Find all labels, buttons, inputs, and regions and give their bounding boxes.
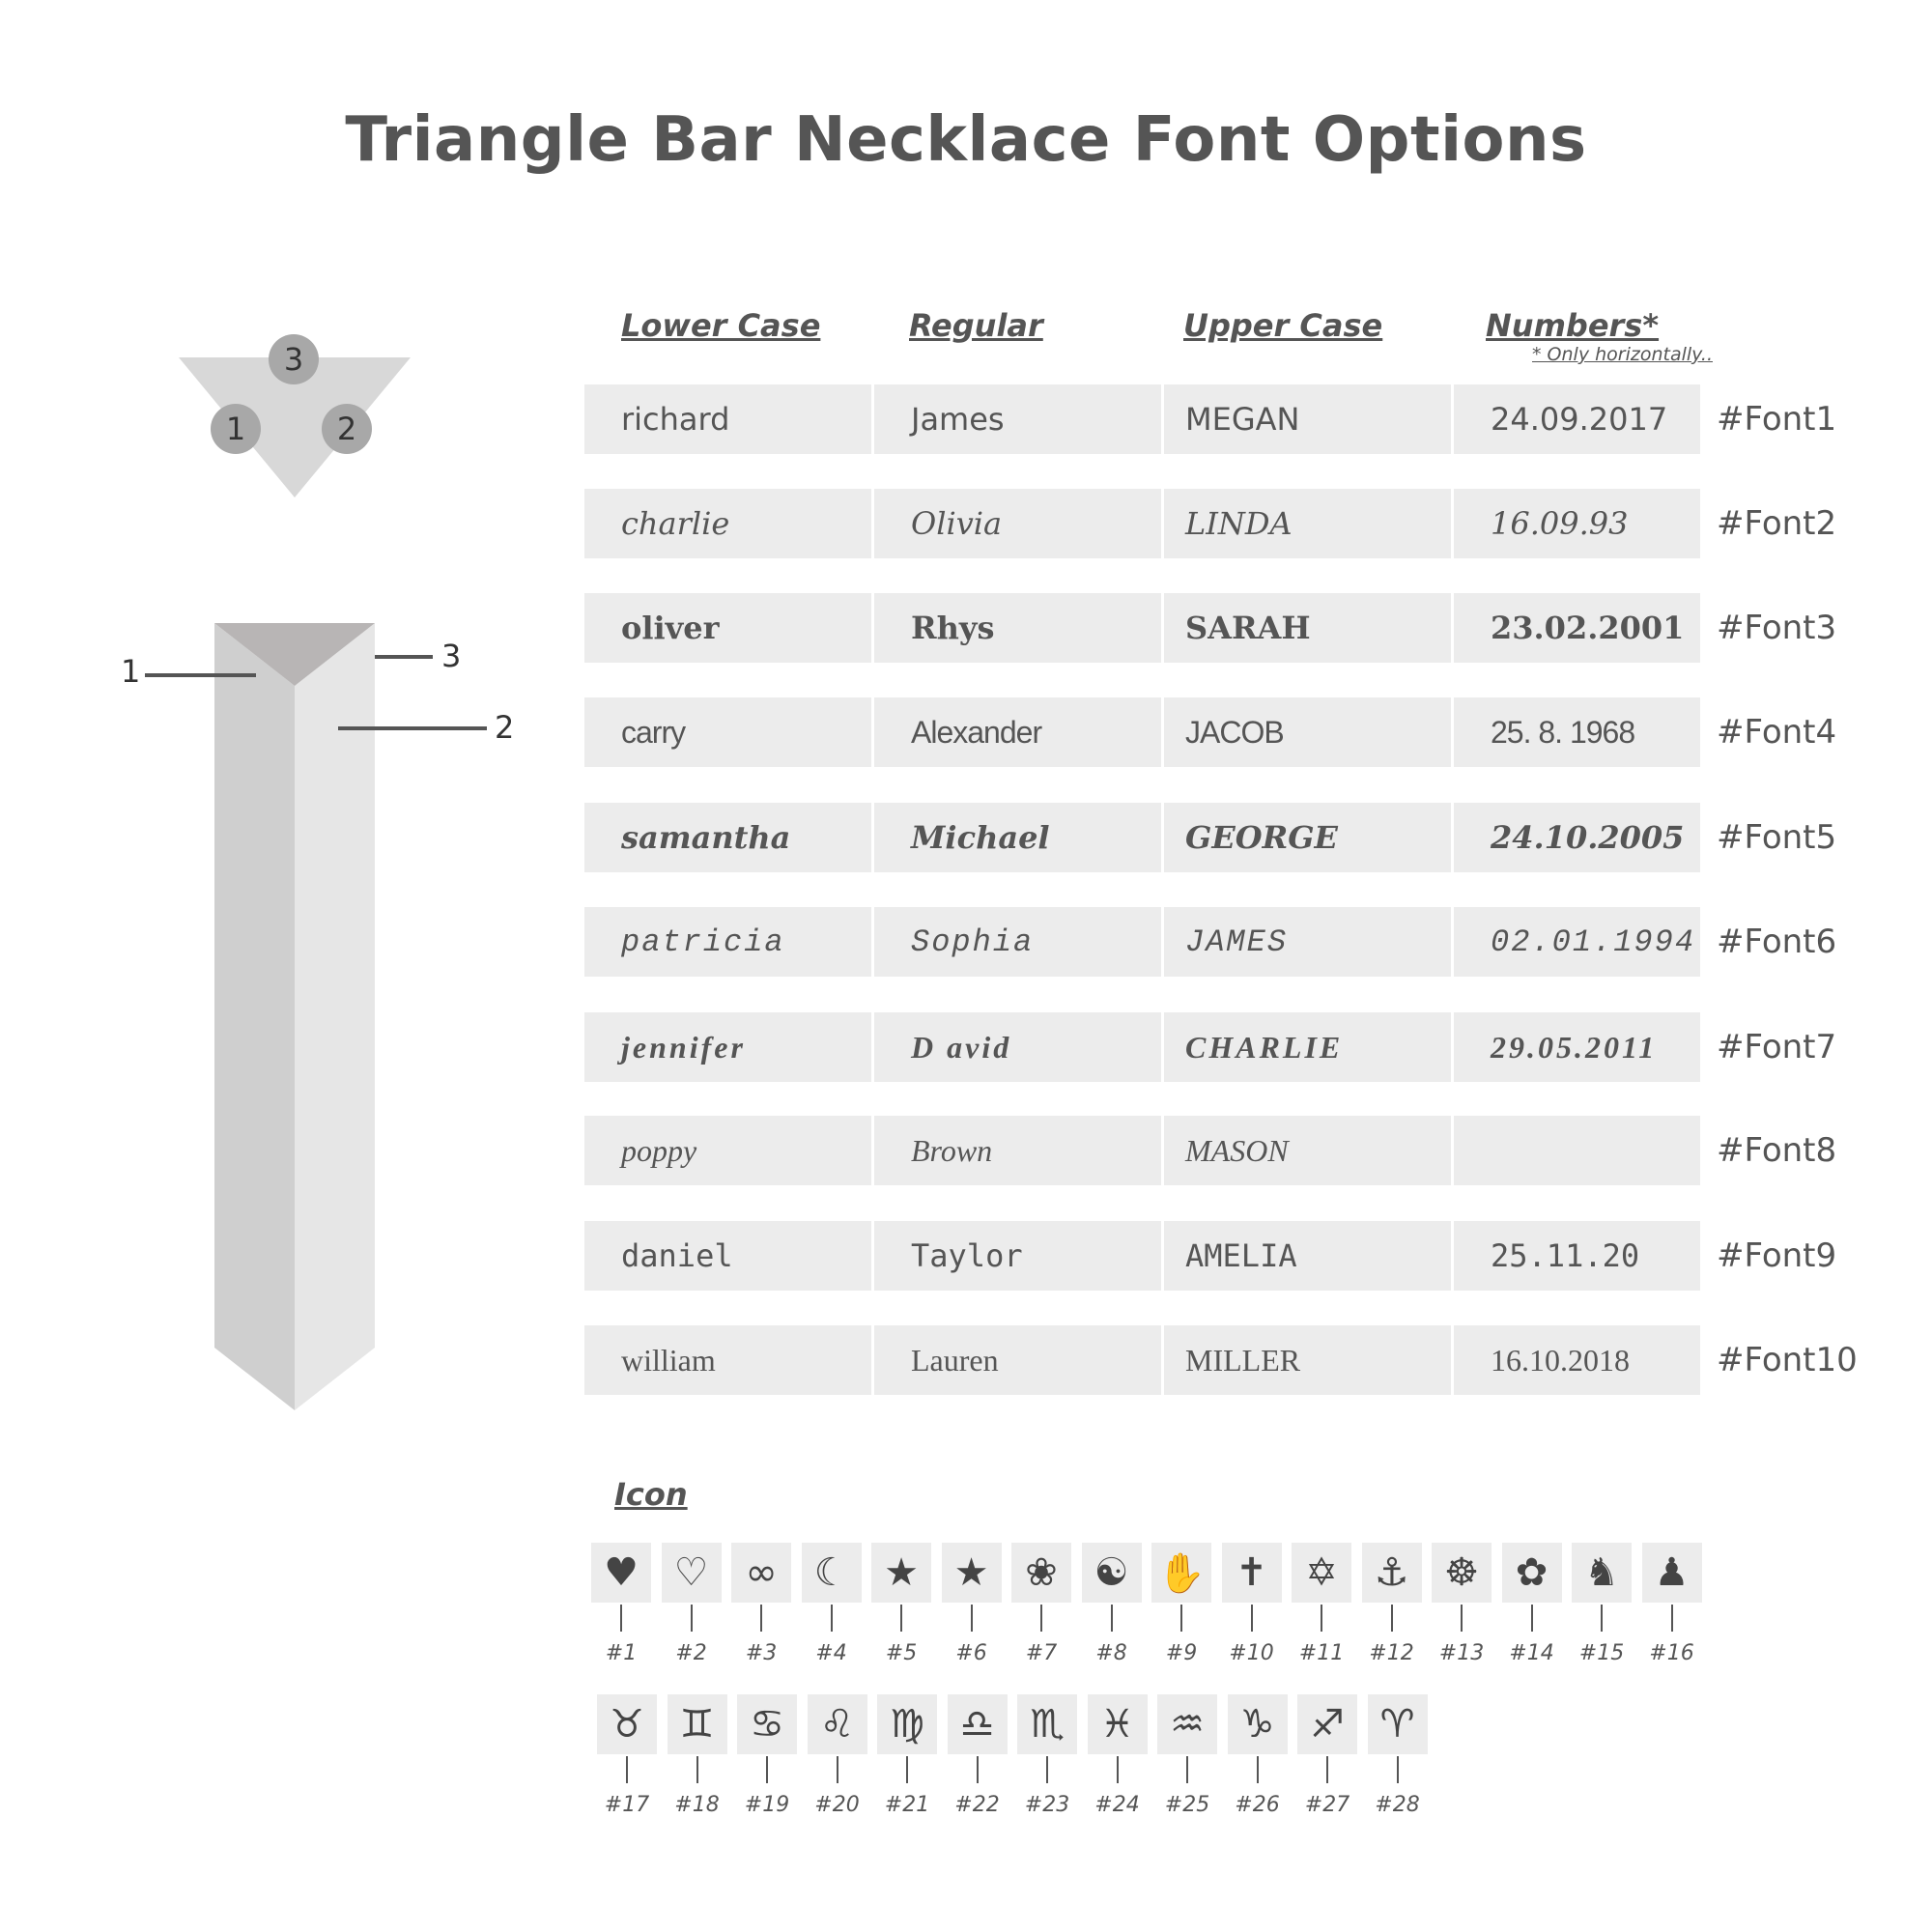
icon-connector-line xyxy=(1321,1605,1322,1632)
font-label: #Font8 xyxy=(1717,1131,1837,1170)
icon-connector-line xyxy=(1111,1605,1113,1632)
side-badge-3: 3 xyxy=(269,334,319,384)
paw-icon: ❀ xyxy=(1011,1543,1071,1603)
icon-connector-line xyxy=(831,1605,833,1632)
font-row xyxy=(584,803,1932,872)
side-badge-2: 2 xyxy=(322,404,372,454)
icon-number-label: #8 xyxy=(1095,1641,1127,1665)
icon-number-label: #24 xyxy=(1094,1793,1140,1817)
libra-icon: ♎ xyxy=(948,1694,1008,1754)
callout-number-1: 1 xyxy=(121,653,141,690)
sample-regular: Sophia xyxy=(874,907,1161,977)
header-upper-case: Upper Case xyxy=(1183,307,1383,344)
pisces-icon: ♓ xyxy=(1088,1694,1148,1754)
callout-number-2: 2 xyxy=(495,709,515,746)
icon-number-label: #22 xyxy=(954,1793,1000,1817)
sagittarius-icon: ♐ xyxy=(1297,1694,1357,1754)
sample-lower-case: poppy xyxy=(584,1116,871,1185)
icon-number-label: #20 xyxy=(814,1793,860,1817)
icon-connector-line xyxy=(1671,1605,1673,1632)
icon-option xyxy=(1082,1543,1142,1665)
font-row xyxy=(584,1325,1932,1395)
sample-numbers xyxy=(1454,1116,1700,1185)
icon-number-label: #26 xyxy=(1235,1793,1280,1817)
icon-number-label: #2 xyxy=(675,1641,707,1665)
header-regular: Regular xyxy=(909,307,1043,344)
icon-connector-line xyxy=(1601,1605,1603,1632)
icon-number-label: #16 xyxy=(1649,1641,1694,1665)
font-label: #Font7 xyxy=(1717,1028,1837,1066)
font-label: #Font2 xyxy=(1717,504,1837,543)
font-row xyxy=(584,1012,1932,1082)
font-row xyxy=(584,907,1932,977)
icon-option xyxy=(1368,1694,1428,1817)
icon-connector-line xyxy=(766,1756,768,1783)
icon-option xyxy=(802,1543,862,1665)
font-row xyxy=(584,489,1932,558)
aquarius-icon: ♒ xyxy=(1157,1694,1217,1754)
numbers-note: * Only horizontally.. xyxy=(1532,344,1713,365)
icon-connector-line xyxy=(696,1756,698,1783)
font-label: #Font1 xyxy=(1717,400,1837,439)
icon-connector-line xyxy=(977,1756,979,1783)
sample-lower-case: jennifer xyxy=(584,1012,871,1082)
font-label: #Font4 xyxy=(1717,713,1837,752)
icon-option xyxy=(1157,1694,1217,1817)
callout-line-3 xyxy=(375,655,433,659)
sample-regular: Taylor xyxy=(874,1221,1161,1291)
sample-upper-case: AMELIA xyxy=(1164,1221,1451,1291)
font-row xyxy=(584,384,1932,454)
triangle-bar-pendant xyxy=(97,618,541,1420)
icon-option xyxy=(731,1543,791,1665)
sample-regular: Brown xyxy=(874,1116,1161,1185)
icon-option xyxy=(1088,1694,1148,1817)
icon-connector-line xyxy=(1040,1605,1042,1632)
icon-number-label: #27 xyxy=(1304,1793,1350,1817)
sample-numbers: 16.09.93 xyxy=(1454,489,1700,558)
page-title: Triangle Bar Necklace Font Options xyxy=(345,104,1587,176)
sample-numbers: 25.11.20 xyxy=(1454,1221,1700,1291)
heart-icon: ♥ xyxy=(591,1543,651,1603)
font-label: #Font9 xyxy=(1717,1236,1837,1275)
icon-number-label: #18 xyxy=(674,1793,720,1817)
aries-icon: ♈ xyxy=(1368,1694,1428,1754)
sample-lower-case: daniel xyxy=(584,1221,871,1291)
icon-connector-line xyxy=(906,1756,908,1783)
icon-connector-line xyxy=(1461,1605,1463,1632)
yin-yang-icon: ☯ xyxy=(1082,1543,1142,1603)
hamsa-icon: ✋ xyxy=(1151,1543,1211,1603)
sample-numbers: 25. 8. 1968 xyxy=(1454,697,1700,767)
ship-wheel-icon: ☸ xyxy=(1432,1543,1492,1603)
sample-lower-case: charlie xyxy=(584,489,871,558)
icon-connector-line xyxy=(900,1605,902,1632)
font-label: #Font10 xyxy=(1717,1341,1858,1379)
anchor-icon: ⚓ xyxy=(1362,1543,1422,1603)
icon-number-label: #13 xyxy=(1438,1641,1485,1665)
star-of-david-icon: ✡ xyxy=(1292,1543,1351,1603)
font-row xyxy=(584,1221,1932,1291)
sample-lower-case: samantha xyxy=(584,803,871,872)
sample-regular: James xyxy=(874,384,1161,454)
icon-option xyxy=(597,1694,657,1817)
icon-connector-line xyxy=(837,1756,838,1783)
icon-option xyxy=(1228,1694,1288,1817)
sample-lower-case: carry xyxy=(584,697,871,767)
icon-option xyxy=(1572,1543,1632,1665)
icon-option xyxy=(737,1694,797,1817)
cat-icon: ♟ xyxy=(1642,1543,1702,1603)
icon-number-label: #7 xyxy=(1025,1641,1058,1665)
sample-upper-case: JAMES xyxy=(1164,907,1451,977)
icon-option xyxy=(1222,1543,1282,1665)
icon-connector-line xyxy=(971,1605,973,1632)
sample-upper-case: LINDA xyxy=(1164,489,1451,558)
sample-lower-case: oliver xyxy=(584,593,871,663)
callout-line-2 xyxy=(338,726,487,730)
lotus-icon: ✿ xyxy=(1502,1543,1562,1603)
font-row xyxy=(584,697,1932,767)
moon-icon: ☾ xyxy=(802,1543,862,1603)
cancer-icon: ♋ xyxy=(737,1694,797,1754)
callout-line-1 xyxy=(145,673,256,677)
sample-numbers: 24.09.2017 xyxy=(1454,384,1700,454)
necklace-diagram xyxy=(0,0,541,1449)
icon-connector-line xyxy=(1117,1756,1119,1783)
star-small-icon: ★ xyxy=(942,1543,1002,1603)
sample-numbers: 02.01.1994 xyxy=(1454,907,1700,977)
sample-lower-case: william xyxy=(584,1325,871,1395)
icon-connector-line xyxy=(1180,1605,1182,1632)
dog-icon: ♞ xyxy=(1572,1543,1632,1603)
icon-option xyxy=(1362,1543,1422,1665)
icon-number-label: #14 xyxy=(1509,1641,1554,1665)
icon-number-label: #21 xyxy=(884,1793,930,1817)
icon-option xyxy=(1297,1694,1357,1817)
icon-option xyxy=(877,1694,937,1817)
icon-section-heading: Icon xyxy=(614,1476,688,1513)
icon-number-label: #23 xyxy=(1024,1793,1070,1817)
sample-regular: Rhys xyxy=(874,593,1161,663)
icon-connector-line xyxy=(620,1605,622,1632)
icon-connector-line xyxy=(1326,1756,1328,1783)
icon-number-label: #11 xyxy=(1298,1641,1345,1665)
icon-option xyxy=(948,1694,1008,1817)
icon-connector-line xyxy=(1391,1605,1393,1632)
icon-option xyxy=(1017,1694,1077,1817)
sample-numbers: 16.10.2018 xyxy=(1454,1325,1700,1395)
cross-icon: ✝ xyxy=(1222,1543,1282,1603)
sample-regular: Michael xyxy=(874,803,1161,872)
sample-numbers: 24.10.2005 xyxy=(1454,803,1700,872)
sample-regular: Alexander xyxy=(874,697,1161,767)
sample-numbers: 23.02.2001 xyxy=(1454,593,1700,663)
icon-number-label: #17 xyxy=(604,1793,650,1817)
font-row xyxy=(584,593,1932,663)
icon-connector-line xyxy=(1251,1605,1253,1632)
icon-number-label: #4 xyxy=(815,1641,847,1665)
icon-number-label: #15 xyxy=(1578,1641,1625,1665)
icon-number-label: #12 xyxy=(1369,1641,1414,1665)
sample-numbers: 29.05.2011 xyxy=(1454,1012,1700,1082)
icon-number-label: #9 xyxy=(1165,1641,1198,1665)
star-icon: ★ xyxy=(871,1543,931,1603)
sample-upper-case: GEORGE xyxy=(1164,803,1451,872)
icon-option xyxy=(1642,1543,1702,1665)
icon-number-label: #10 xyxy=(1229,1641,1274,1665)
heart-outline-icon: ♡ xyxy=(662,1543,722,1603)
sample-regular: Olivia xyxy=(874,489,1161,558)
icon-option xyxy=(1502,1543,1562,1665)
icon-number-label: #5 xyxy=(885,1641,918,1665)
icon-number-label: #6 xyxy=(955,1641,987,1665)
gemini-icon: ♊ xyxy=(668,1694,727,1754)
icon-number-label: #25 xyxy=(1164,1793,1210,1817)
side-badge-1: 1 xyxy=(211,404,261,454)
icon-option xyxy=(1432,1543,1492,1665)
icon-connector-line xyxy=(760,1605,762,1632)
icon-option xyxy=(668,1694,727,1817)
sample-lower-case: patricia xyxy=(584,907,871,977)
font-label: #Font6 xyxy=(1717,923,1837,961)
icon-connector-line xyxy=(691,1605,693,1632)
icon-option xyxy=(1292,1543,1351,1665)
icon-number-label: #3 xyxy=(745,1641,778,1665)
icon-connector-line xyxy=(1257,1756,1259,1783)
font-label: #Font5 xyxy=(1717,818,1837,857)
callout-number-3: 3 xyxy=(441,638,462,674)
icon-number-label: #1 xyxy=(605,1641,638,1665)
sample-upper-case: CHARLIE xyxy=(1164,1012,1451,1082)
sample-upper-case: MEGAN xyxy=(1164,384,1451,454)
sample-regular: D avid xyxy=(874,1012,1161,1082)
sample-lower-case: richard xyxy=(584,384,871,454)
icon-number-label: #28 xyxy=(1375,1793,1420,1817)
header-lower-case: Lower Case xyxy=(621,307,821,344)
icon-option xyxy=(871,1543,931,1665)
capricorn-icon: ♑ xyxy=(1228,1694,1288,1754)
sample-upper-case: JACOB xyxy=(1164,697,1451,767)
icon-option xyxy=(1151,1543,1211,1665)
icon-connector-line xyxy=(626,1756,628,1783)
taurus-icon: ♉ xyxy=(597,1694,657,1754)
sample-upper-case: MASON xyxy=(1164,1116,1451,1185)
icon-number-label: #19 xyxy=(744,1793,790,1817)
sample-upper-case: SARAH xyxy=(1164,593,1451,663)
sample-regular: Lauren xyxy=(874,1325,1161,1395)
font-label: #Font3 xyxy=(1717,609,1837,647)
icon-option xyxy=(1011,1543,1071,1665)
header-numbers: Numbers* xyxy=(1486,307,1660,344)
sample-upper-case: MILLER xyxy=(1164,1325,1451,1395)
icon-connector-line xyxy=(1186,1756,1188,1783)
scorpio-icon: ♏ xyxy=(1017,1694,1077,1754)
icon-connector-line xyxy=(1046,1756,1048,1783)
icon-option xyxy=(942,1543,1002,1665)
icon-connector-line xyxy=(1531,1605,1533,1632)
font-row xyxy=(584,1116,1932,1185)
icon-option xyxy=(591,1543,651,1665)
icon-connector-line xyxy=(1397,1756,1399,1783)
infinity-icon: ∞ xyxy=(731,1543,791,1603)
icon-option xyxy=(808,1694,867,1817)
virgo-icon: ♍ xyxy=(877,1694,937,1754)
leo-icon: ♌ xyxy=(808,1694,867,1754)
icon-option xyxy=(662,1543,722,1665)
